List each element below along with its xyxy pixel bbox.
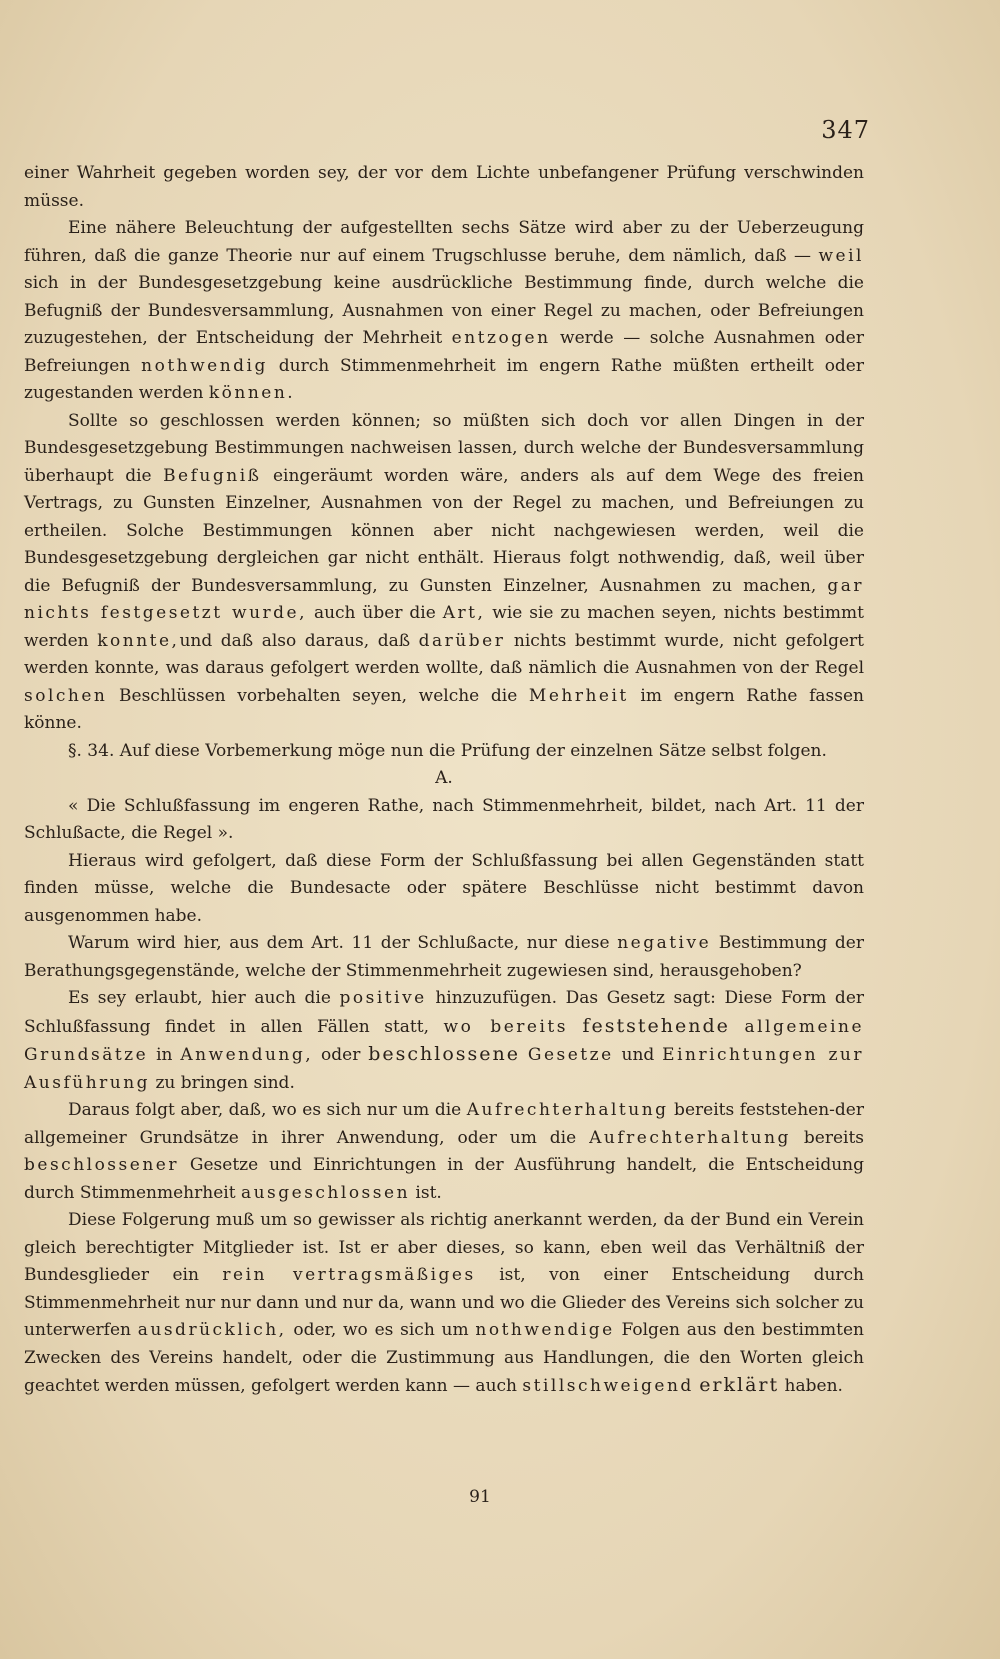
emphasized-text: negative xyxy=(617,933,712,953)
text-run: hinzuzufügen. Das Gesetz sagt: Diese Form der Schlußfassung findet in allen Fällen statt, xyxy=(24,988,865,1037)
text-run: haben. xyxy=(779,1376,843,1396)
paragraph xyxy=(24,793,864,848)
text-run: Hieraus wird gefolgert, daß diese Form der Schlußfassung bei allen Gegenständen statt finden müsse, welche die Bundesacte oder spätere Beschlüsse nicht bestimmt davon ausgenommen habe. xyxy=(24,850,864,926)
emphasized-text: ausdrücklich, xyxy=(137,1320,287,1340)
text-run: Folgen aus den bestimmten Zwecken des Vereins handelt, oder die Zustimmung aus Handlungen, die den Worten gleich geachtet werden müssen, gefolgert werden kann — auch xyxy=(24,1320,865,1396)
text-run: §. 34. Auf diese Vorbemerkung möge nun die Prüfung der einzelnen Sätze selbst folgen. xyxy=(68,740,827,761)
emphasized-text: Befugniß xyxy=(163,465,262,486)
text-run: ist, von einer Entscheidung durch Stimmenmehrheit nur nur dann und nur da, wann und wo die Glieder des Vereins sich solcher zu unterwerfen xyxy=(24,1265,865,1340)
text-run: bereits xyxy=(790,1127,864,1148)
text-run: einer Wahrheit gegeben worden sey, der vor dem Lichte unbefangener Prüfung verschwinden müsse. xyxy=(24,163,864,211)
text-run: Diese Folgerung muß um so gewisser als richtig anerkannt werden, da der Bund ein Verein gleich berechtigter Mitglieder ist. Ist er aber dieses, so kann, eben weil das Verhältniß der Bundesglieder ein xyxy=(24,1210,864,1285)
emphasized-text: Anwendung, xyxy=(180,1045,314,1065)
emphasized-text: Mehrheit xyxy=(528,685,629,706)
emphasized-text: konnte, xyxy=(97,630,180,651)
text-run: Sollte so geschlossen werden können; so müßten sich doch vor allen Dingen in der Bundesgesetzgebung Bestimmungen nachweisen lassen, durch welche der Bundesversammlung überhaupt die xyxy=(24,410,864,486)
signature-mark: 91 xyxy=(469,1487,491,1507)
text-run: « Die Schlußfassung im engeren Rathe, nach Stimmenmehrheit, bildet, nach Art. 11 der Schlußacte, die Regel ». xyxy=(24,795,864,843)
text-run: Bestimmung der Berathungsgegenstände, welche der Stimmenmehrheit zugewiesen sind, herausgehoben? xyxy=(24,933,864,981)
emphasized-text: nothwendige xyxy=(475,1320,615,1340)
emphasized-text: feststehende xyxy=(582,1014,730,1037)
text-run: Daraus folgt aber, daß, wo es sich nur um die xyxy=(68,1100,467,1120)
text-run: eingeräumt worden wäre, anders als auf dem Wege des freien Vertrags, zu Gunsten Einzelner, Ausnahmen von der Regel zu machen, und Befreiungen zu ertheilen. Solche Bestimmungen können aber nicht nachgewiesen werden, weil die Bundesgesetzgebung dergleichen gar nicht enthält. Hieraus folgt nothwendig, daß, weil über die Befugniß der Bundesversammlung, zu Gunsten Einzelner, Ausnahmen zu machen, xyxy=(24,465,864,596)
section-heading xyxy=(24,765,864,793)
text-run: sich in der Bundesgesetzgebung keine ausdrückliche Bestimmung finde, durch welche die Befugniß der Bundesversammlung, Ausnahmen von einer Regel zu machen, oder Befreiungen zuzugestehen, der Entscheidung der Mehrheit xyxy=(24,273,864,348)
text-run: oder, wo es sich um xyxy=(286,1320,476,1340)
emphasized-text: rein vertragsmäßiges xyxy=(222,1265,476,1285)
text-run: zu bringen sind. xyxy=(150,1072,295,1093)
text-run xyxy=(730,1017,745,1037)
text-run: wie sie zu machen seyen, nichts bestimmt werden xyxy=(24,603,864,651)
paragraph xyxy=(24,848,864,931)
text-run: werde — solche Ausnahmen oder Befreiungen xyxy=(24,328,864,376)
text-run: Warum wird hier, aus dem Art. 11 der Schlußacte, nur diese xyxy=(68,933,618,953)
emphasized-text: können. xyxy=(208,383,296,403)
emphasized-text: Aufrechterhaltung xyxy=(466,1100,669,1120)
text-run xyxy=(568,1017,583,1037)
text-run: Es sey erlaubt, hier auch die xyxy=(68,988,340,1008)
emphasized-text: darüber xyxy=(418,630,506,651)
text-run: auch über die xyxy=(307,603,443,623)
text-run: durch Stimmenmehrheit im engern Rathe müßten ertheilt oder zugestanden werden xyxy=(24,355,864,403)
text-run: im engern Rathe fassen könne. xyxy=(24,685,864,733)
paragraph xyxy=(24,1097,864,1207)
emphasized-text: Aufrechterhaltung xyxy=(589,1127,791,1148)
emphasized-text: Einrichtungen zur Ausführung xyxy=(24,1045,864,1093)
emphasized-text: stillschweigend xyxy=(522,1376,694,1396)
paragraph xyxy=(24,1207,864,1401)
text-run: oder xyxy=(313,1045,369,1065)
text-run: und daß also daraus, daß xyxy=(179,630,419,651)
text-run: bereits feststehen-der allgemeiner Grundsätze in ihrer Anwendung, oder um die xyxy=(24,1100,864,1148)
emphasized-text: ausgeschlossen xyxy=(240,1182,411,1203)
text-run xyxy=(520,1045,528,1065)
text-run: Beschlüssen vorbehalten seyen, welche die xyxy=(107,685,529,706)
emphasized-text: Art, xyxy=(442,603,486,623)
text-run: Eine nähere Beleuchtung der aufgestellten sechs Sätze wird aber zu der Ueberzeugung führen, daß die ganze Theorie nur auf einem Trugschlusse beruhe, dem nämlich, daß — xyxy=(24,218,864,266)
emphasized-text: wo bereits xyxy=(443,1016,568,1037)
emphasized-text: beschlossene xyxy=(368,1043,520,1065)
emphasized-text: entzogen xyxy=(451,328,551,348)
text-run: nichts bestimmt wurde, nicht gefolgert werden konnte, was daraus gefolgert werden wollte, daß nämlich die Ausnahmen von der Regel xyxy=(24,630,865,678)
paragraph xyxy=(24,985,864,1097)
paragraph xyxy=(24,408,864,738)
emphasized-text: solchen xyxy=(24,685,108,706)
text-run: ist. xyxy=(410,1182,442,1203)
emphasized-text: positive xyxy=(339,988,427,1008)
paragraph xyxy=(24,215,864,408)
text-run: in xyxy=(148,1045,181,1065)
emphasized-text: erklärt xyxy=(699,1374,780,1396)
body-text xyxy=(24,160,864,1401)
emphasized-text: gar nichts festgesetzt wurde, xyxy=(24,575,864,623)
paragraph xyxy=(24,930,864,985)
emphasized-text: weil xyxy=(818,245,864,266)
emphasized-text: Gesetze xyxy=(527,1045,614,1065)
page-number: 347 xyxy=(821,116,870,144)
paragraph xyxy=(24,738,864,766)
text-run: A. xyxy=(435,768,453,788)
emphasized-text: allgemeine Grundsätze xyxy=(24,1016,865,1065)
emphasized-text: nothwendig xyxy=(141,355,268,376)
text-run: und xyxy=(613,1045,663,1065)
emphasized-text: beschlossener xyxy=(24,1155,179,1175)
text-run: Gesetze und Einrichtungen in der Ausführung handelt, die Entscheidung durch Stimmenmehrheit xyxy=(24,1155,864,1203)
paragraph xyxy=(24,160,864,215)
